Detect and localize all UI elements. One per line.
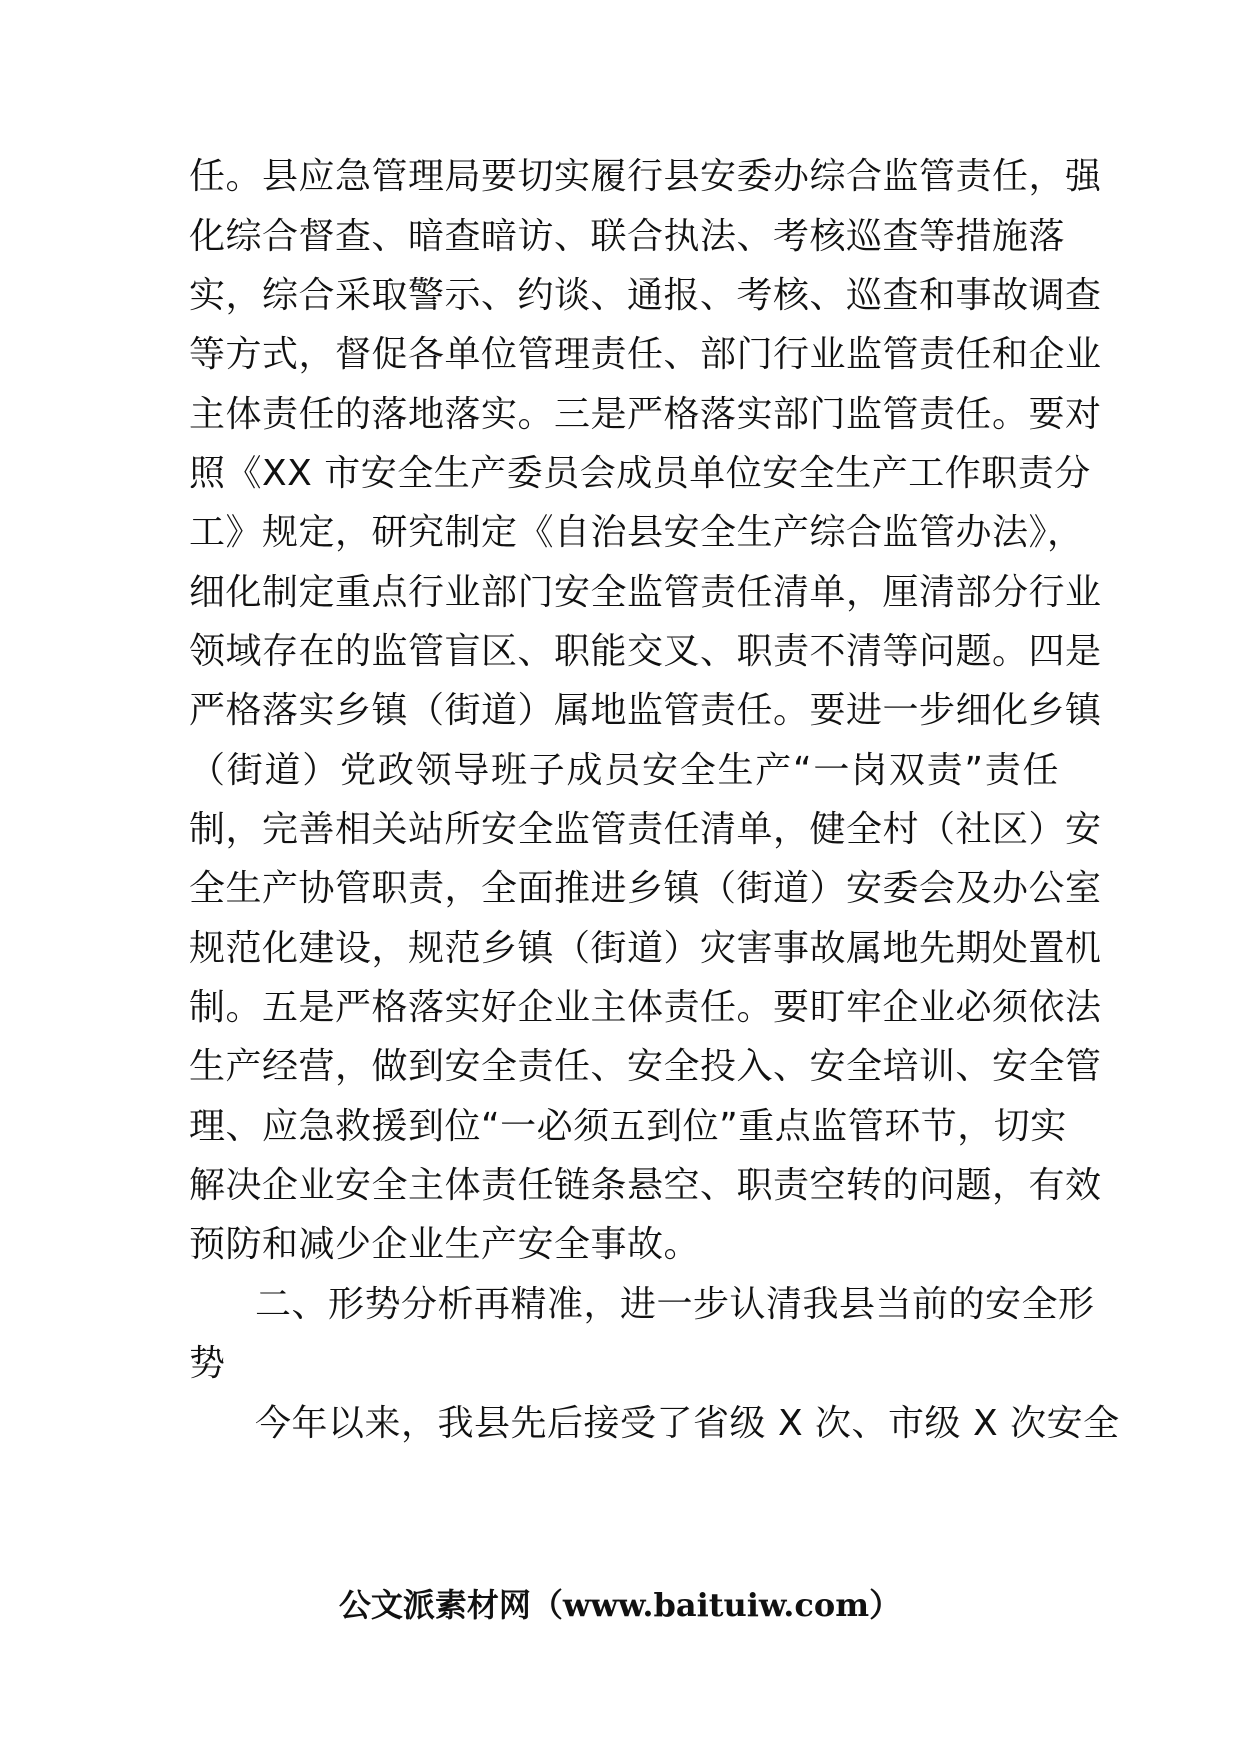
section-heading-line-1: 二、形势分析再精准，进一步认清我县当前的安全形 [255,1284,1095,1325]
body-line-9: 领域存在的监管盲区、职能交叉、职责不清等问题。四是 [189,631,1102,672]
section-heading-line-2: 势 [189,1343,226,1384]
body-line-12: 制，完善相关站所安全监管责任清单，健全村（社区）安 [189,809,1102,850]
paragraph-line: 今年以来，我县先后接受了省级 X 次、市级 X 次安全 [255,1403,1120,1444]
body-line-19: 预防和减少企业生产安全事故。 [189,1224,701,1265]
footer-watermark: 公文派素材网（www.baituiw.com） [338,1586,902,1624]
body-line-1: 任。县应急管理局要切实履行县安委办综合监管责任，强 [189,156,1102,197]
body-line-15: 制。五是严格落实好企业主体责任。要盯牢企业必须依法 [189,987,1102,1028]
body-line-3: 实，综合采取警示、约谈、通报、考核、巡查和事故调查 [189,275,1102,316]
body-line-8: 细化制定重点行业部门安全监管责任清单，厘清部分行业 [189,572,1102,613]
body-line-18: 解决企业安全主体责任链条悬空、职责空转的问题，有效 [189,1165,1102,1206]
body-line-5: 主体责任的落地落实。三是严格落实部门监管责任。要对 [189,394,1102,435]
body-line-4: 等方式，督促各单位管理责任、部门行业监管责任和企业 [189,334,1102,375]
body-line-6: 照《XX 市安全生产委员会成员单位安全生产工作职责分 [189,453,1091,494]
body-line-13: 全生产协管职责，全面推进乡镇（街道）安委会及办公室 [189,868,1102,909]
body-line-2: 化综合督查、暗查暗访、联合执法、考核巡查等措施落 [189,216,1066,257]
body-line-11: （街道）党政领导班子成员安全生产“一岗双责”责任 [189,750,1059,791]
body-line-14: 规范化建设，规范乡镇（街道）灾害事故属地先期处置机 [189,928,1102,969]
body-line-10: 严格落实乡镇（街道）属地监管责任。要进一步细化乡镇 [189,690,1102,731]
body-line-7: 工》规定，研究制定《自治县安全生产综合监管办法》， [189,512,1084,553]
body-line-17: 理、应急救援到位“一必须五到位”重点监管环节，切实 [189,1106,1067,1147]
body-line-16: 生产经营，做到安全责任、安全投入、安全培训、安全管 [189,1046,1102,1087]
